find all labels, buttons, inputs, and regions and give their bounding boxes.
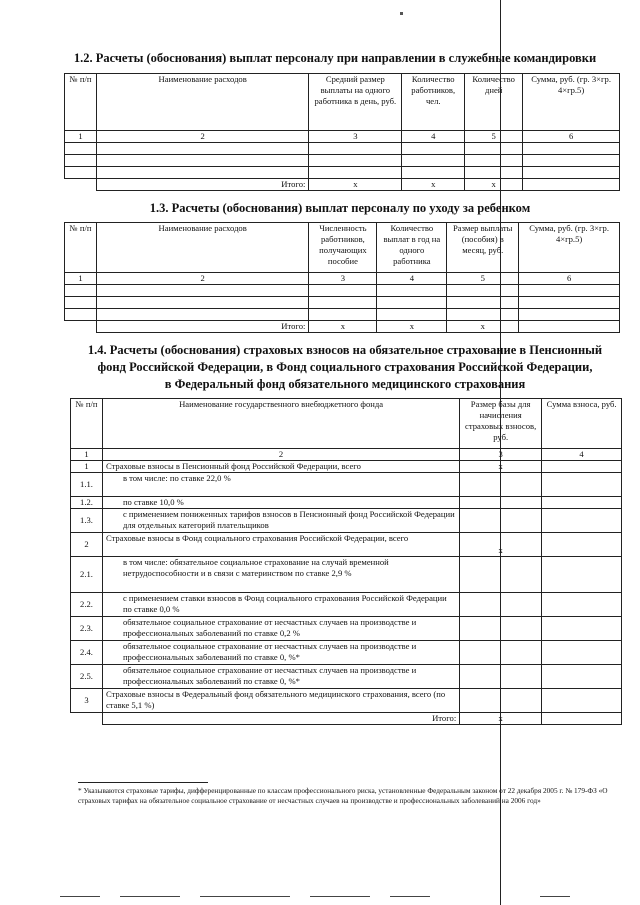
row-number: 3 xyxy=(71,689,103,713)
header-cell: Размер базы для начисления страховых взносов, руб. xyxy=(460,399,542,449)
row-text: в том числе: по ставке 22,0 % xyxy=(102,473,459,497)
bottom-dash xyxy=(60,896,100,897)
table-row xyxy=(71,557,622,593)
row-number: 2.5. xyxy=(71,665,103,689)
column-number: 3 xyxy=(309,273,377,285)
total-row xyxy=(65,321,620,333)
column-number-row xyxy=(65,273,620,285)
header-cell: № п/п xyxy=(65,74,97,131)
row-text: с применением пониженных тарифов взносов в Пенсионный фонд Российской Федерации для отдельных категорий плательщиков xyxy=(102,509,459,533)
total-mark: x xyxy=(309,179,402,191)
table-row xyxy=(71,509,622,533)
total-mark: x xyxy=(460,713,542,725)
header-cell: Сумма, руб. (гр. 3×гр. 4×гр.5) xyxy=(523,74,620,131)
column-number: 6 xyxy=(523,131,620,143)
footnote-rule xyxy=(78,782,208,783)
table-header-row xyxy=(65,223,620,273)
bottom-dash xyxy=(390,896,430,897)
column-number: 2 xyxy=(96,131,308,143)
column-number: 1 xyxy=(65,273,97,285)
column-number: 3 xyxy=(460,449,542,461)
title-line: 1.4. Расчеты (обоснования) страховых взносов на обязательное страхование в Пенсионный xyxy=(87,343,603,357)
column-number: 6 xyxy=(519,273,620,285)
column-number: 2 xyxy=(96,273,308,285)
header-cell: Наименование расходов xyxy=(96,223,308,273)
header-cell: Сумма, руб. (гр. 3×гр. 4×гр.5) xyxy=(519,223,620,273)
row-number: 2.4. xyxy=(71,641,103,665)
table-row xyxy=(71,593,622,617)
header-cell: Размер выплаты (пособия) в месяц, руб. xyxy=(447,223,519,273)
table-row xyxy=(71,473,622,497)
table-row xyxy=(65,309,620,321)
row-text: с применением ставки взносов в Фонд социального страхования Российской Федерации по ставке 0,0 % xyxy=(102,593,459,617)
column-number: 2 xyxy=(102,449,459,461)
section-1-3-title: 1.3. Расчеты (обоснования) выплат персоналу по уходу за ребенком xyxy=(149,201,531,215)
table-row xyxy=(71,641,622,665)
row-text: обязательное социальное страхование от несчастных случаев на производстве и профессиональных заболеваний по ставке 0,2 % xyxy=(102,617,459,641)
footnote: * Указываются страховые тарифы, дифференцированные по классам профессионального риска, установленные Федеральным законом от 22 декабря 2005 г. № 179-ФЗ «О страховых тарифах на обязательное социальное страхование от несчастных случаев на производстве и профессиональных заболеваний на 2006 год» xyxy=(78,786,608,805)
bottom-dash xyxy=(120,896,180,897)
row-text: обязательное социальное страхование от несчастных случаев на производстве и профессиональных заболеваний по ставке 0, %* xyxy=(102,665,459,689)
column-number: 4 xyxy=(402,131,465,143)
table-row xyxy=(65,285,620,297)
row-number: 1.3. xyxy=(71,509,103,533)
row-text: Страховые взносы в Фонд социального страхования Российской Федерации, всего xyxy=(102,533,459,557)
table-row xyxy=(65,155,620,167)
row-number: 2.1. xyxy=(71,557,103,593)
table-header-row xyxy=(71,399,622,449)
column-number: 5 xyxy=(465,131,523,143)
header-cell: Наименование государственного внебюджетного фонда xyxy=(102,399,459,449)
total-label: Итого: xyxy=(96,321,308,333)
total-mark: x xyxy=(377,321,447,333)
total-mark: x xyxy=(402,179,465,191)
header-cell: Количество выплат в год на одного работника xyxy=(377,223,447,273)
table-row xyxy=(65,297,620,309)
header-cell: Средний размер выплаты на одного работника в день, руб. xyxy=(309,74,402,131)
row-text: в том числе: обязательное социальное страхование на случай временной нетрудоспособности и в связи с материнством по ставке 2,9 % xyxy=(102,557,459,593)
row-text: Страховые взносы в Пенсионный фонд Российской Федерации, всего xyxy=(102,461,459,473)
table-row xyxy=(71,689,622,713)
table-row xyxy=(71,617,622,641)
section-1-2-title: 1.2. Расчеты (обоснования) выплат персоналу при направлении в служебные командировки xyxy=(73,51,597,65)
total-mark: x xyxy=(447,321,519,333)
row-text: Страховые взносы в Федеральный фонд обязательного медицинского страхования, всего (по ставке 5,1 %) xyxy=(102,689,459,713)
total-row xyxy=(71,713,622,725)
bottom-dash xyxy=(540,896,570,897)
column-number: 3 xyxy=(309,131,402,143)
table-row xyxy=(71,497,622,509)
row-number: 1.1. xyxy=(71,473,103,497)
header-cell: Численность работников, получающих пособие xyxy=(309,223,377,273)
table-1-2 xyxy=(64,73,620,191)
bottom-dash xyxy=(310,896,370,897)
row-text: обязательное социальное страхование от несчастных случаев на производстве и профессиональных заболеваний по ставке 0, %* xyxy=(102,641,459,665)
row-mark: x xyxy=(460,461,542,473)
row-number: 2.3. xyxy=(71,617,103,641)
table-row xyxy=(65,143,620,155)
table-header-row xyxy=(65,74,620,131)
bottom-dash xyxy=(200,896,290,897)
table-1-4 xyxy=(70,398,622,725)
total-label: Итого: xyxy=(102,713,459,725)
column-number: 4 xyxy=(377,273,447,285)
section-1-4-title xyxy=(60,342,630,393)
total-row xyxy=(65,179,620,191)
header-cell: № п/п xyxy=(65,223,97,273)
column-number: 4 xyxy=(542,449,622,461)
title-line: в Федеральный фонд обязательного медицинского страхования xyxy=(164,377,526,391)
row-number: 2.2. xyxy=(71,593,103,617)
table-row xyxy=(71,533,622,557)
total-label: Итого: xyxy=(96,179,308,191)
header-cell: № п/п xyxy=(71,399,103,449)
table-row xyxy=(71,665,622,689)
column-number: 5 xyxy=(447,273,519,285)
table-row xyxy=(71,461,622,473)
row-text: по ставке 10,0 % xyxy=(102,497,459,509)
scan-mark xyxy=(400,12,403,15)
header-cell: Наименование расходов xyxy=(96,74,308,131)
row-number: 1 xyxy=(71,461,103,473)
total-mark: x xyxy=(309,321,377,333)
header-cell: Сумма взноса, руб. xyxy=(542,399,622,449)
row-mark: x xyxy=(460,533,542,557)
row-number: 1.2. xyxy=(71,497,103,509)
column-number-row xyxy=(71,449,622,461)
title-line: фонд Российской Федерации, в Фонд социального страхования Российской Федерации, xyxy=(97,360,593,374)
total-mark: x xyxy=(465,179,523,191)
table-row xyxy=(65,167,620,179)
column-number: 1 xyxy=(71,449,103,461)
header-cell: Количество дней xyxy=(465,74,523,131)
table-1-3 xyxy=(64,222,620,333)
column-number-row xyxy=(65,131,620,143)
column-number: 1 xyxy=(65,131,97,143)
row-number: 2 xyxy=(71,533,103,557)
header-cell: Количество работников, чел. xyxy=(402,74,465,131)
